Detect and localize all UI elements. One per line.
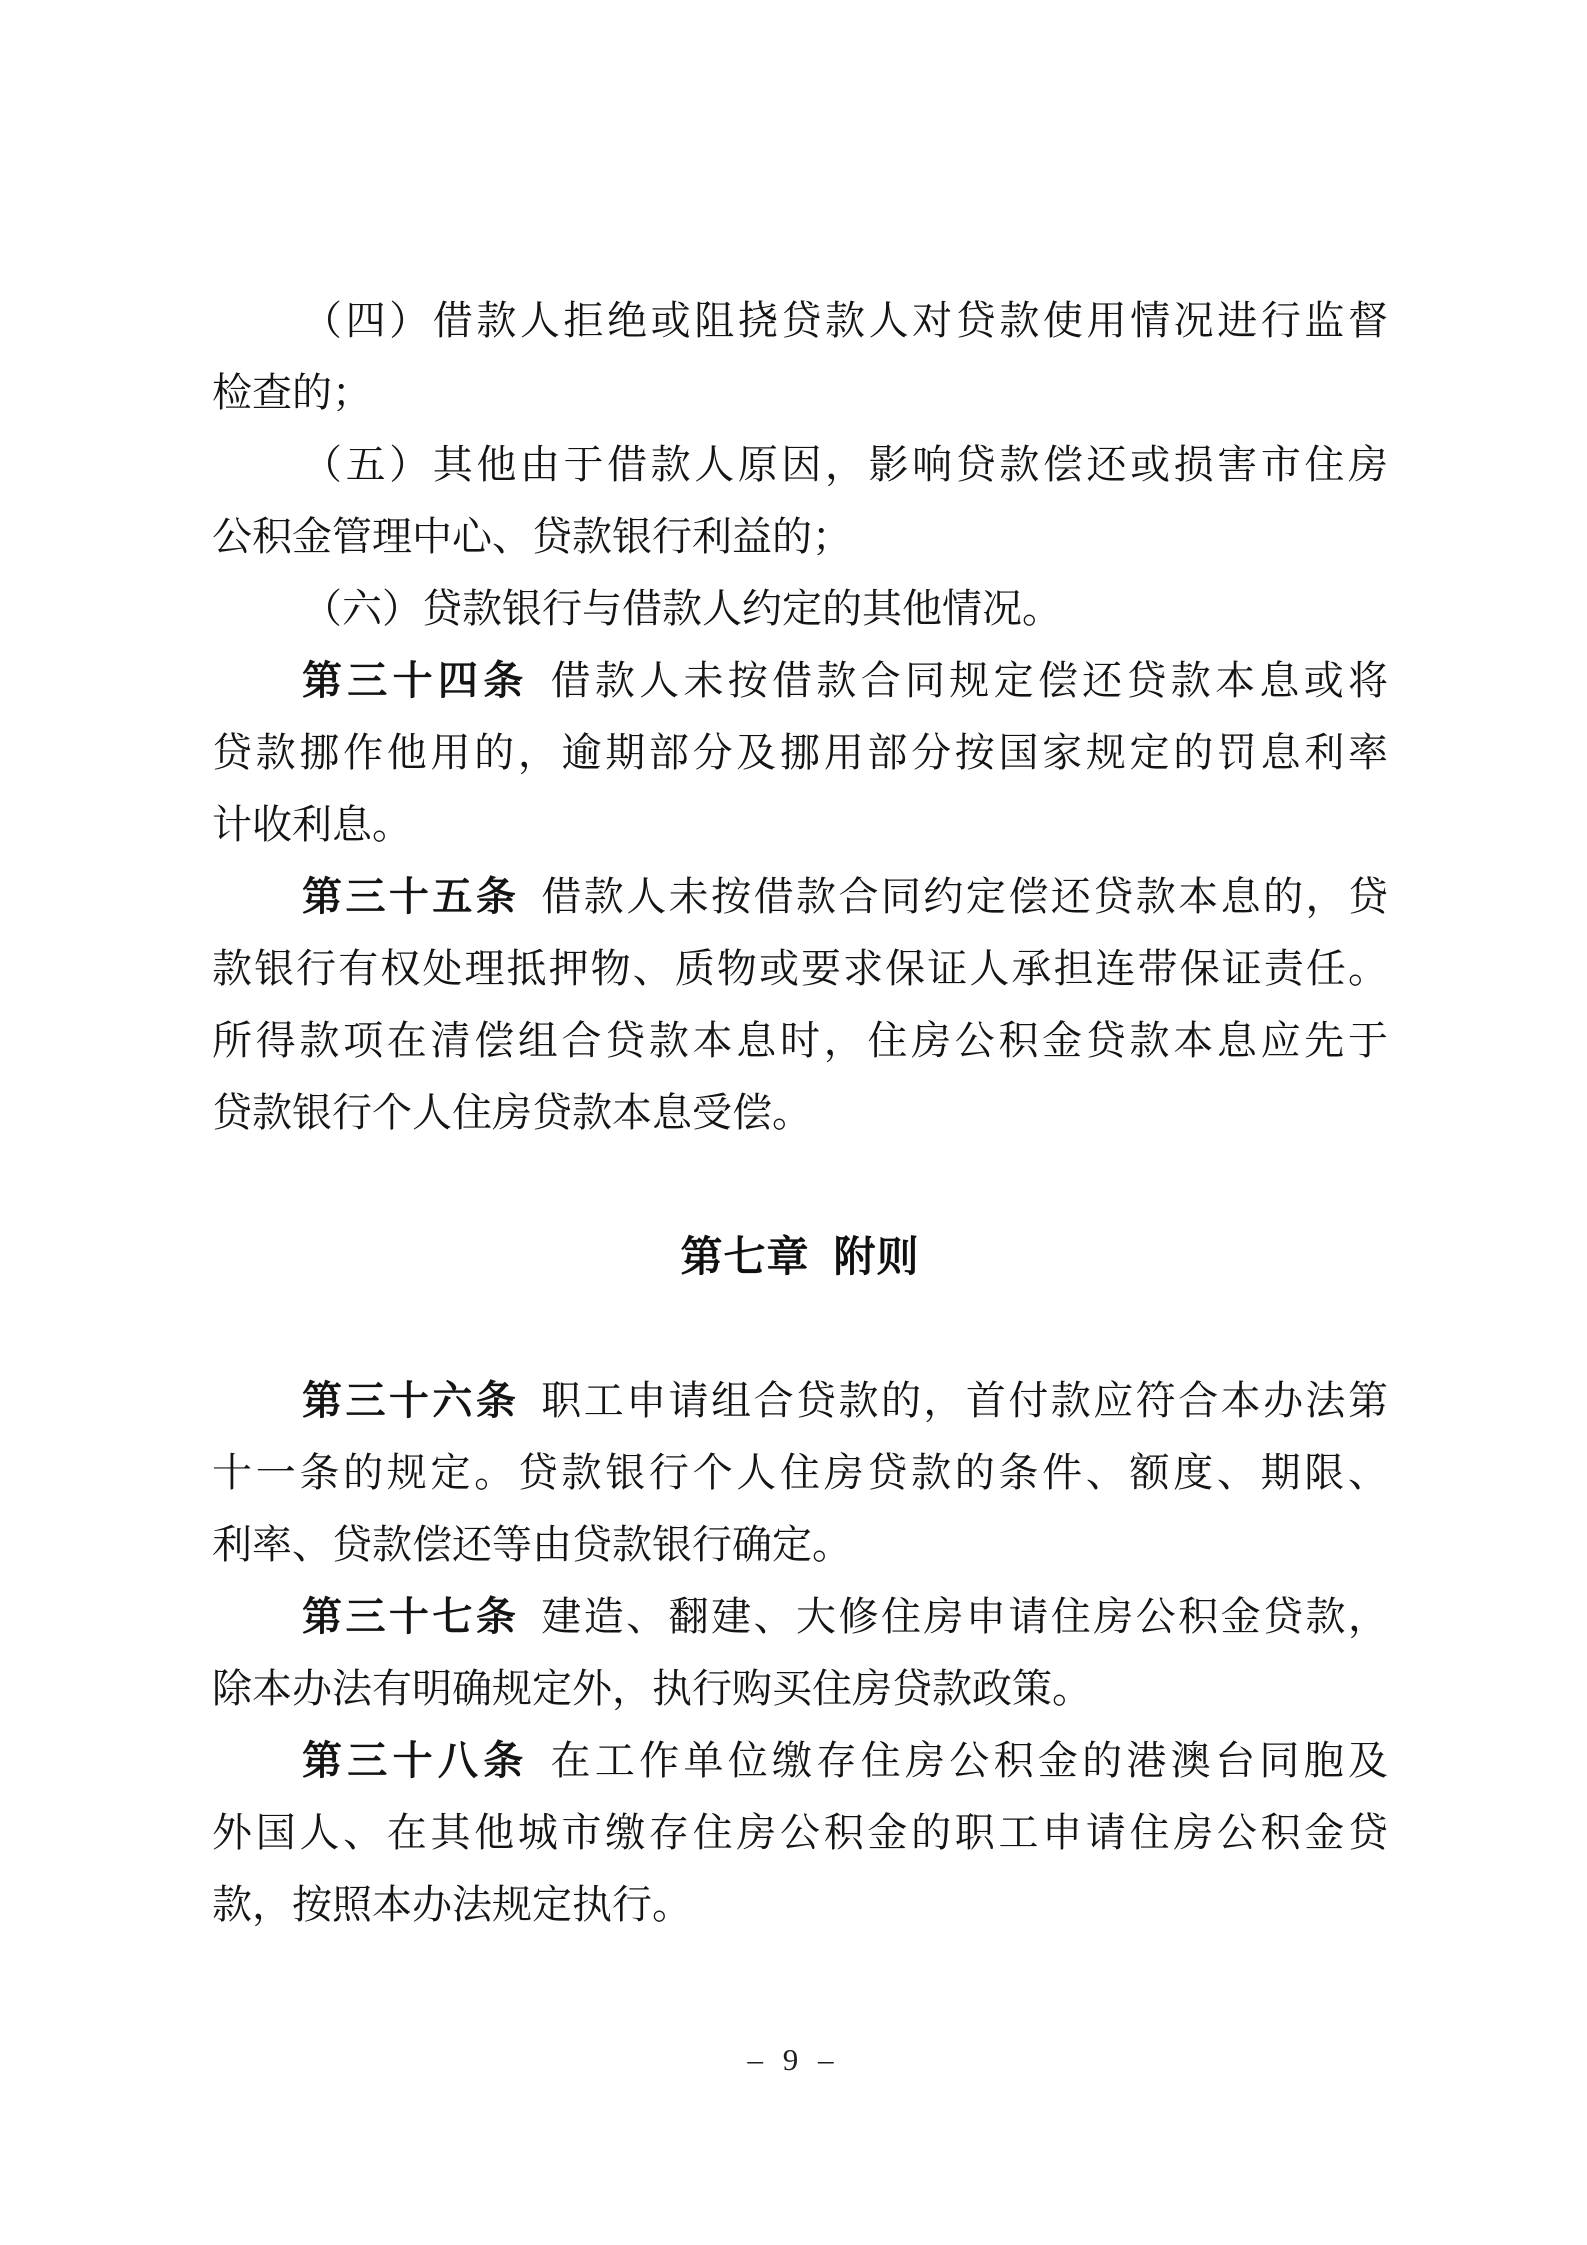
line-text: （六）贷款银行与借款人约定的其他情况。 xyxy=(302,586,1062,631)
body-line xyxy=(212,1437,1388,1509)
body-line xyxy=(212,573,1388,645)
line-text: 款，按照本办法规定执行。 xyxy=(212,1882,692,1927)
body-line xyxy=(212,1653,1388,1725)
body-line xyxy=(212,1077,1388,1149)
line-text: 所得款项在清偿组合贷款本息时，住房公积金贷款本息应先于 xyxy=(212,1018,1388,1063)
chapter-number: 第七章 xyxy=(680,1233,810,1280)
line-text: 职工申请组合贷款的，首付款应符合本办法第 xyxy=(541,1378,1389,1423)
line-text: 借款人未按借款合同约定偿还贷款本息的，贷 xyxy=(541,874,1389,919)
article-number-label: 第三十四条 xyxy=(302,659,529,703)
line-text: 贷款挪作他用的，逾期部分及挪用部分按国家规定的罚息利率 xyxy=(212,730,1388,775)
body-line xyxy=(212,789,1388,861)
page-number: – 9 – xyxy=(747,2042,840,2077)
body-line xyxy=(212,1005,1388,1077)
line-text: 贷款银行个人住房贷款本息受偿。 xyxy=(212,1090,812,1135)
article-number-label: 第三十六条 xyxy=(302,1379,520,1423)
body-line xyxy=(212,861,1388,933)
body-line xyxy=(212,1581,1388,1653)
line-text: 款银行有权处理抵押物、质物或要求保证人承担连带保证责任。 xyxy=(212,946,1388,991)
line-text: 建造、翻建、大修住房申请住房公积金贷款， xyxy=(541,1594,1389,1639)
body-line xyxy=(212,1797,1388,1869)
chapter-title: 附则 xyxy=(833,1233,920,1280)
body-line xyxy=(212,1725,1388,1797)
line-text: 检查的； xyxy=(212,370,372,415)
document-body xyxy=(212,285,1388,1941)
line-text: 十一条的规定。贷款银行个人住房贷款的条件、额度、期限、 xyxy=(212,1450,1388,1495)
body-line xyxy=(212,1365,1388,1437)
line-text: 在工作单位缴存住房公积金的港澳台同胞及 xyxy=(550,1738,1389,1783)
line-text: （四）借款人拒绝或阻挠贷款人对贷款使用情况进行监督 xyxy=(302,298,1388,343)
line-text: （五）其他由于借款人原因，影响贷款偿还或损害市住房 xyxy=(302,442,1388,487)
line-text: 公积金管理中心、贷款银行利益的； xyxy=(212,514,852,559)
line-text: 除本办法有明确规定外，执行购买住房贷款政策。 xyxy=(212,1666,1092,1711)
line-text: 借款人未按借款合同规定偿还贷款本息或将 xyxy=(550,658,1389,703)
line-text: 外国人、在其他城市缴存住房公积金的职工申请住房公积金贷 xyxy=(212,1810,1388,1855)
line-text: 利率、贷款偿还等由贷款银行确定。 xyxy=(212,1522,852,1567)
body-line xyxy=(212,1869,1388,1941)
line-text: 计收利息。 xyxy=(212,802,412,847)
chapter-heading xyxy=(212,1221,1388,1293)
article-number-label: 第三十八条 xyxy=(302,1739,529,1783)
body-line xyxy=(212,429,1388,501)
body-line xyxy=(212,1509,1388,1581)
body-line xyxy=(212,645,1388,717)
body-line xyxy=(212,933,1388,1005)
body-line xyxy=(212,717,1388,789)
body-line xyxy=(212,285,1388,357)
article-number-label: 第三十七条 xyxy=(302,1595,520,1639)
article-number-label: 第三十五条 xyxy=(302,875,520,919)
body-line xyxy=(212,501,1388,573)
body-line xyxy=(212,357,1388,429)
